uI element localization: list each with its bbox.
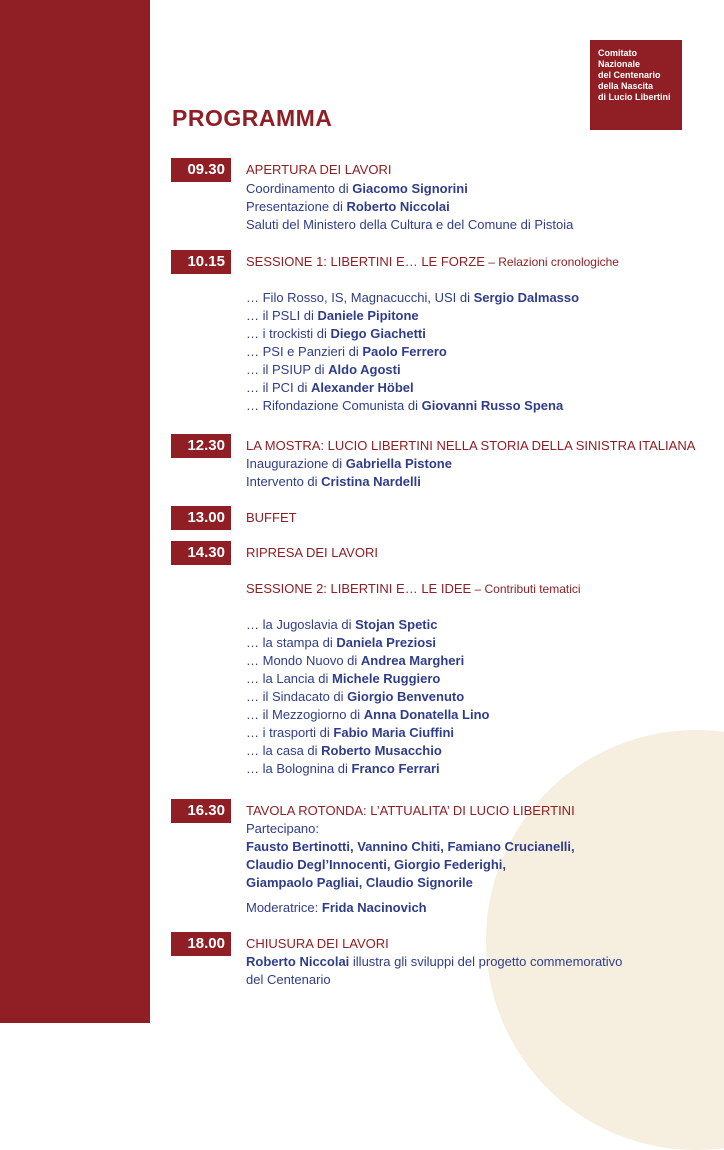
speaker-name: Roberto Niccolai <box>346 199 450 214</box>
list-item <box>246 325 426 343</box>
participants-label: Partecipano: <box>246 821 319 836</box>
speaker-name: Franco Ferrari <box>351 761 440 776</box>
speaker-name: Fabio Maria Ciuffini <box>333 725 455 740</box>
speaker-name: Cristina Nardelli <box>321 474 421 489</box>
logo-line: Comitato <box>598 48 637 58</box>
page-title: PROGRAMMA <box>172 105 333 131</box>
session-title: SESSIONE 2: LIBERTINI E… LE IDEE <box>246 581 472 596</box>
time-badge: 12.30 <box>171 434 231 458</box>
list-item <box>246 397 563 415</box>
topic-text: … il PCI di <box>246 380 312 395</box>
topic-text: … PSI e Panzieri di <box>246 344 363 359</box>
speaker-name: Frida Nacinovich <box>321 900 427 915</box>
speaker-name: Giorgio Benvenuto <box>347 689 465 704</box>
time-badge: 14.30 <box>171 541 231 565</box>
speaker-name: Daniele Pipitone <box>317 308 419 323</box>
speaker-name: Sergio Dalmasso <box>473 290 580 305</box>
detail-line <box>246 198 450 216</box>
section-heading <box>246 253 619 271</box>
topic-text: … i trasporti di <box>246 725 334 740</box>
speaker-name: Paolo Ferrero <box>362 344 447 359</box>
detail-line <box>246 953 622 971</box>
topic-text: … la casa di <box>246 743 322 758</box>
list-item <box>246 634 436 652</box>
logo-line: del Centenario <box>598 70 661 80</box>
list-item <box>246 706 489 724</box>
session-subtitle: – Relazioni cronologiche <box>484 255 619 269</box>
speaker-name: Alexander Höbel <box>311 380 414 395</box>
topic-text: … il PSLI di <box>246 308 318 323</box>
list-item <box>246 670 440 688</box>
list-item <box>246 652 464 670</box>
time-badge: 18.00 <box>171 932 231 956</box>
session-title: SESSIONE 1: LIBERTINI E… LE FORZE <box>246 254 485 269</box>
time-badge: 13.00 <box>171 506 231 530</box>
speaker-name: Aldo Agosti <box>328 362 401 377</box>
list-item <box>246 724 454 742</box>
topic-text: … Mondo Nuovo di <box>246 653 361 668</box>
topic-text: … Rifondazione Comunista di <box>246 398 422 413</box>
participants-line: Claudio Degl’Innocenti, Giorgio Federighi, <box>246 857 507 872</box>
list-item <box>246 742 442 760</box>
list-item <box>246 760 440 778</box>
speaker-name: Gabriella Pistone <box>345 456 452 471</box>
detail-line <box>246 455 452 473</box>
participants-line: Giampaolo Pagliai, Claudio Signorile <box>246 875 473 890</box>
topic-text: … Filo Rosso, IS, Magnacucchi, USI di <box>246 290 474 305</box>
topic-text: … la Lancia di <box>246 671 332 686</box>
logo-line: Nazionale <box>598 59 641 69</box>
logo-line: della Nascita <box>598 81 654 91</box>
detail-line: del Centenario <box>246 972 331 987</box>
text: illustra gli sviluppi del progetto commemorativo <box>349 954 623 969</box>
sidebar-band <box>0 0 150 1023</box>
list-item <box>246 379 414 397</box>
speaker-name: Giovanni Russo Spena <box>421 398 564 413</box>
decorative-circle <box>486 730 724 1150</box>
logo-line: di Lucio Libertini <box>598 92 671 102</box>
text: Moderatrice: <box>246 900 322 915</box>
section-heading: LA MOSTRA: LUCIO LIBERTINI NELLA STORIA DELLA SINISTRA ITALIANA <box>246 438 696 453</box>
moderator-line <box>246 899 427 917</box>
speaker-name: Stojan Spetic <box>355 617 438 632</box>
section-heading: CHIUSURA DEI LAVORI <box>246 936 389 951</box>
participants-line: Fausto Bertinotti, Vannino Chiti, Famiano Crucianelli, <box>246 839 575 854</box>
committee-logo <box>590 40 682 130</box>
topic-text: … il Mezzogiorno di <box>246 707 364 722</box>
topic-text: … la Jugoslavia di <box>246 617 356 632</box>
list-item <box>246 616 437 634</box>
topic-text: … la Bolognina di <box>246 761 352 776</box>
speaker-name: Diego Giachetti <box>330 326 426 341</box>
detail-line: Saluti del Ministero della Cultura e del Comune di Pistoia <box>246 217 574 232</box>
speaker-name: Daniela Preziosi <box>336 635 437 650</box>
list-item <box>246 343 447 361</box>
section-heading: TAVOLA ROTONDA: L’ATTUALITA’ DI LUCIO LIBERTINI <box>246 803 575 818</box>
text: Inaugurazione di <box>246 456 346 471</box>
topic-text: … il PSIUP di <box>246 362 329 377</box>
session-subtitle: – Contributi tematici <box>471 582 581 596</box>
section-heading: RIPRESA DEI LAVORI <box>246 545 378 560</box>
speaker-name: Roberto Niccolai <box>246 954 350 969</box>
topic-text: … i trockisti di <box>246 326 331 341</box>
topic-text: … il Sindacato di <box>246 689 348 704</box>
speaker-name: Andrea Margheri <box>360 653 465 668</box>
speaker-name: Giacomo Signorini <box>352 181 468 196</box>
time-badge: 09.30 <box>171 158 231 182</box>
text: Presentazione di <box>246 199 347 214</box>
topic-text: … la stampa di <box>246 635 337 650</box>
section-heading: APERTURA DEI LAVORI <box>246 162 392 177</box>
list-item <box>246 289 579 307</box>
section-heading: BUFFET <box>246 510 297 525</box>
session-heading <box>246 580 581 598</box>
list-item <box>246 688 464 706</box>
detail-line <box>246 473 421 491</box>
time-badge: 16.30 <box>171 799 231 823</box>
speaker-name: Michele Ruggiero <box>332 671 441 686</box>
speaker-name: Roberto Musacchio <box>321 743 442 758</box>
detail-line <box>246 180 468 198</box>
list-item <box>246 361 401 379</box>
speaker-name: Anna Donatella Lino <box>363 707 490 722</box>
time-badge: 10.15 <box>171 250 231 274</box>
list-item <box>246 307 419 325</box>
text: Coordinamento di <box>246 181 353 196</box>
text: Intervento di <box>246 474 322 489</box>
